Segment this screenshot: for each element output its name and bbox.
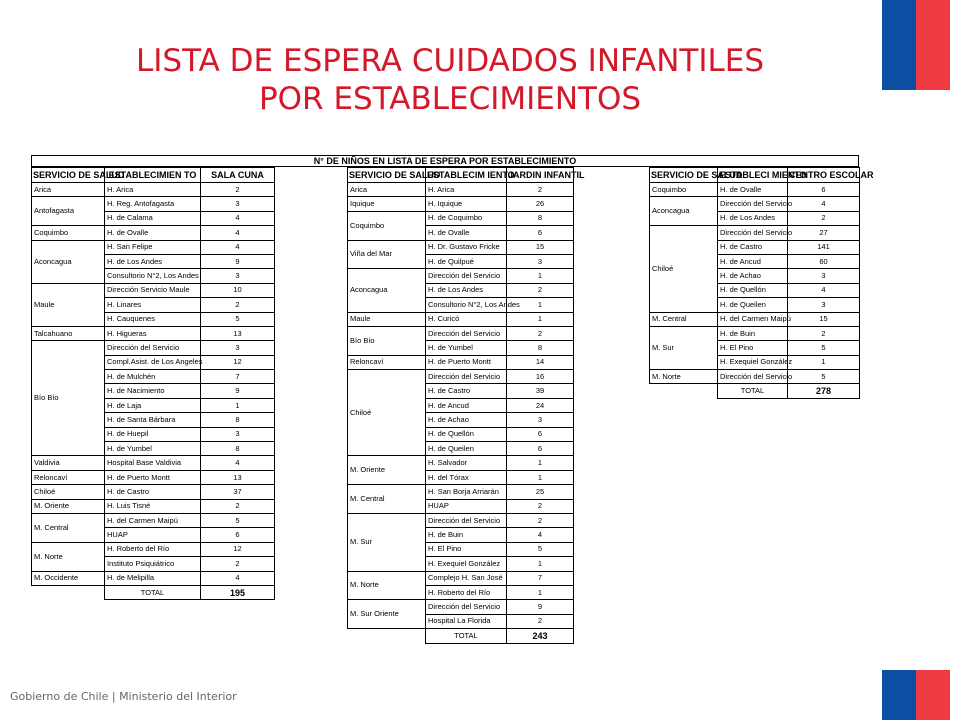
footer-text: Gobierno de Chile | Ministerio del Interior — [10, 690, 237, 703]
service-cell: M. Central — [650, 312, 718, 326]
count-cell: 8 — [507, 341, 574, 355]
count-cell: 8 — [201, 413, 275, 427]
count-cell: 4 — [788, 197, 860, 211]
table-row — [32, 326, 275, 340]
establishment-cell: H. de Laja — [105, 398, 201, 412]
count-cell: 4 — [201, 571, 275, 585]
service-cell: Iquique — [348, 197, 426, 211]
count-cell: 1 — [201, 398, 275, 412]
count-cell: 1 — [507, 470, 574, 484]
service-cell: M. Oriente — [32, 499, 105, 513]
count-cell: 5 — [201, 312, 275, 326]
count-cell: 6 — [507, 427, 574, 441]
table-row — [348, 211, 574, 225]
establishment-cell: H. de Nacimiento — [105, 384, 201, 398]
establishment-cell: H. de Los Andes — [718, 211, 788, 225]
table-row — [348, 312, 574, 326]
table-row — [32, 542, 275, 556]
count-cell: 4 — [201, 211, 275, 225]
establishment-cell: H. de Castro — [426, 384, 507, 398]
count-cell: 2 — [507, 283, 574, 297]
service-cell: Coquimbo — [32, 226, 105, 240]
service-cell: Talcahuano — [32, 326, 105, 340]
count-cell: 13 — [201, 470, 275, 484]
count-cell: 25 — [507, 485, 574, 499]
establishment-cell: H. Exequiel González — [426, 557, 507, 571]
establishment-cell: HUAP — [105, 528, 201, 542]
count-cell: 24 — [507, 398, 574, 412]
table-row — [32, 183, 275, 197]
column-header: CENTRO ESCOLAR — [788, 168, 860, 183]
table-row — [32, 571, 275, 585]
count-cell: 2 — [201, 499, 275, 513]
establishment-cell: H. Dr. Gustavo Fricke — [426, 240, 507, 254]
establishment-cell: H. de Santa Bárbara — [105, 413, 201, 427]
count-cell: 4 — [507, 528, 574, 542]
establishment-cell: H. de Ancud — [426, 398, 507, 412]
count-cell: 10 — [201, 283, 275, 297]
service-cell: M. Sur — [650, 326, 718, 369]
establishment-cell: H. de Quellón — [718, 283, 788, 297]
count-cell: 3 — [201, 427, 275, 441]
establishment-cell: Compl.Asist. de Los Angeles — [105, 355, 201, 369]
service-cell: Aconcagua — [32, 240, 105, 283]
count-cell: 4 — [201, 456, 275, 470]
count-cell: 9 — [201, 384, 275, 398]
table-row — [32, 485, 275, 499]
establishment-cell: H. de Calama — [105, 211, 201, 225]
count-cell: 1 — [507, 298, 574, 312]
service-cell: M. Sur — [348, 513, 426, 571]
establishment-cell: H. Iquique — [426, 197, 507, 211]
establishment-cell: H. de Achao — [718, 269, 788, 283]
establishment-cell: H. de Yumbel — [426, 341, 507, 355]
establishment-cell: H. Exequiel González — [718, 355, 788, 369]
count-cell: 5 — [507, 542, 574, 556]
establishment-cell: H. de Achao — [426, 413, 507, 427]
establishment-cell: H. Arica — [105, 183, 201, 197]
table-row — [32, 499, 275, 513]
service-cell: Maule — [348, 312, 426, 326]
service-cell: Arica — [348, 183, 426, 197]
count-cell: 6 — [507, 442, 574, 456]
table-row — [348, 513, 574, 527]
table-row — [348, 326, 574, 340]
establishment-cell: Dirección Servicio Maule — [105, 283, 201, 297]
establishment-cell: Dirección del Servicio — [426, 269, 507, 283]
establishment-cell: H. de Castro — [718, 240, 788, 254]
count-cell: 2 — [507, 499, 574, 513]
count-cell: 1 — [507, 557, 574, 571]
service-cell: Valdivia — [32, 456, 105, 470]
table-row — [348, 183, 574, 197]
service-cell: M. Central — [348, 485, 426, 514]
count-cell: 14 — [507, 355, 574, 369]
establishment-cell: H. Arica — [426, 183, 507, 197]
establishment-cell: H. Reg. Antofagasta — [105, 197, 201, 211]
service-cell: Reloncaví — [32, 470, 105, 484]
column-header: ESTABLECIMIEN TO — [105, 168, 201, 183]
count-cell: 3 — [201, 269, 275, 283]
establishment-cell: H. de Mulchén — [105, 370, 201, 384]
establishment-cell: H. de Ovalle — [105, 226, 201, 240]
service-cell: Coquimbo — [348, 211, 426, 240]
count-cell: 1 — [507, 312, 574, 326]
count-cell: 4 — [201, 226, 275, 240]
establishment-cell: H. Luis Tisné — [105, 499, 201, 513]
count-cell: 3 — [788, 269, 860, 283]
establishment-cell: H. de Buin — [718, 326, 788, 340]
count-cell: 15 — [788, 312, 860, 326]
establishment-cell: H. de Los Andes — [105, 254, 201, 268]
count-cell: 2 — [201, 183, 275, 197]
total-label: TOTAL — [105, 585, 201, 599]
table-row — [32, 513, 275, 527]
service-cell: Reloncaví — [348, 355, 426, 369]
total-value: 243 — [507, 629, 574, 643]
establishment-cell: Dirección del Servicio — [718, 370, 788, 384]
table-row — [650, 183, 860, 197]
centro-escolar-table — [649, 167, 874, 399]
establishment-cell: H. de Puerto Montt — [426, 355, 507, 369]
establishment-cell: Dirección del Servicio — [718, 197, 788, 211]
establishment-cell: Dirección del Servicio — [426, 326, 507, 340]
establishment-cell: Consultorio N°2, Los Andes — [426, 298, 507, 312]
sheet-header: N° DE NIÑOS EN LISTA DE ESPERA POR ESTABLECIMIENTO — [31, 155, 859, 167]
count-cell: 141 — [788, 240, 860, 254]
count-cell: 2 — [201, 557, 275, 571]
table-row — [348, 197, 574, 211]
count-cell: 2 — [788, 326, 860, 340]
table-row — [32, 283, 275, 297]
count-cell: 3 — [507, 413, 574, 427]
count-cell: 5 — [201, 513, 275, 527]
count-cell: 16 — [507, 370, 574, 384]
establishment-cell: H. de Quilpué — [426, 254, 507, 268]
table-row — [32, 456, 275, 470]
establishment-cell: H. Roberto del Río — [105, 542, 201, 556]
table-row — [650, 226, 860, 240]
service-cell: M. Oriente — [348, 456, 426, 485]
service-cell: M. Norte — [348, 571, 426, 600]
total-label: TOTAL — [426, 629, 507, 643]
establishment-cell: H. Roberto del Río — [426, 585, 507, 599]
count-cell: 60 — [788, 254, 860, 268]
count-cell: 3 — [201, 341, 275, 355]
establishment-cell: H. de Yumbel — [105, 442, 201, 456]
column-header: ESTABLECIM IENTO — [426, 168, 507, 183]
column-header: SERVICIO DE SALUD — [650, 168, 718, 183]
count-cell: 4 — [788, 283, 860, 297]
service-cell: Maule — [32, 283, 105, 326]
establishment-cell: H. del Carmen Maipú — [105, 513, 201, 527]
blank-cell — [650, 384, 718, 398]
service-cell: Bío Bío — [32, 341, 105, 456]
count-cell: 2 — [507, 513, 574, 527]
table-row — [348, 600, 574, 614]
table-row — [32, 197, 275, 211]
table-row — [348, 485, 574, 499]
count-cell: 1 — [507, 456, 574, 470]
service-cell: Antofagasta — [32, 197, 105, 226]
count-cell: 9 — [201, 254, 275, 268]
total-value: 195 — [201, 585, 275, 599]
establishment-cell: H. de Puerto Montt — [105, 470, 201, 484]
chile-flag-logo-top — [882, 0, 950, 90]
establishment-cell: H. de Ovalle — [426, 226, 507, 240]
service-cell: Chiloé — [650, 226, 718, 312]
establishment-cell: H. de Melipilla — [105, 571, 201, 585]
service-cell: Chiloé — [32, 485, 105, 499]
table-row — [348, 370, 574, 384]
table-row — [32, 226, 275, 240]
count-cell: 2 — [507, 614, 574, 628]
column-header: SERVICIO DE SALUD — [348, 168, 426, 183]
establishment-cell: H. de Ancud — [718, 254, 788, 268]
service-cell: M. Norte — [650, 370, 718, 384]
establishment-cell: H. El Pino — [718, 341, 788, 355]
count-cell: 2 — [507, 183, 574, 197]
establishment-cell: Instituto Psiquiátrico — [105, 557, 201, 571]
service-cell: M. Central — [32, 513, 105, 542]
establishment-cell: H. de Quellón — [426, 427, 507, 441]
blank-cell — [32, 585, 105, 599]
table-row — [348, 240, 574, 254]
count-cell: 3 — [201, 197, 275, 211]
jardin-infantil-table — [347, 167, 585, 644]
table-row — [348, 456, 574, 470]
establishment-cell: H. de Huepil — [105, 427, 201, 441]
count-cell: 6 — [201, 528, 275, 542]
establishment-cell: H. El Pino — [426, 542, 507, 556]
count-cell: 3 — [788, 298, 860, 312]
establishment-cell: H. Linares — [105, 298, 201, 312]
establishment-cell: Dirección del Servicio — [105, 341, 201, 355]
count-cell: 12 — [201, 355, 275, 369]
service-cell: Aconcagua — [650, 197, 718, 226]
count-cell: 8 — [201, 442, 275, 456]
establishment-cell: H. de Los Andes — [426, 283, 507, 297]
establishment-cell: Hospital Base Valdivia — [105, 456, 201, 470]
count-cell: 4 — [201, 240, 275, 254]
service-cell: M. Norte — [32, 542, 105, 571]
count-cell: 7 — [507, 571, 574, 585]
count-cell: 2 — [507, 326, 574, 340]
count-cell: 37 — [201, 485, 275, 499]
count-cell: 7 — [201, 370, 275, 384]
count-cell: 26 — [507, 197, 574, 211]
table-row — [32, 240, 275, 254]
establishment-cell: Dirección del Servicio — [718, 226, 788, 240]
service-cell: Viña del Mar — [348, 240, 426, 269]
table-row — [650, 370, 860, 384]
establishment-cell: H. de Queilen — [426, 442, 507, 456]
establishment-cell: H. Higueras — [105, 326, 201, 340]
column-header: SERVICIO DE SALUD — [32, 168, 105, 183]
table-row — [348, 355, 574, 369]
chile-flag-logo-bottom — [882, 670, 950, 720]
count-cell: 1 — [788, 355, 860, 369]
count-cell: 39 — [507, 384, 574, 398]
establishment-cell: H. Curicó — [426, 312, 507, 326]
establishment-cell: H. San Borja Arriarán — [426, 485, 507, 499]
blank-cell — [348, 629, 426, 643]
establishment-cell: HUAP — [426, 499, 507, 513]
establishment-cell: H. del Carmen Maipú — [718, 312, 788, 326]
count-cell: 13 — [201, 326, 275, 340]
establishment-cell: H. Salvador — [426, 456, 507, 470]
establishment-cell: Dirección del Servicio — [426, 370, 507, 384]
title-line-2: POR ESTABLECIMIENTOS — [258, 81, 642, 117]
establishment-cell: H. del Tórax — [426, 470, 507, 484]
total-value: 278 — [788, 384, 860, 398]
table-row — [348, 269, 574, 283]
service-cell: Bío Bío — [348, 326, 426, 355]
total-label: TOTAL — [718, 384, 788, 398]
establishment-cell: Dirección del Servicio — [426, 600, 507, 614]
column-header: SALA CUNA — [201, 168, 275, 183]
count-cell: 2 — [788, 211, 860, 225]
establishment-cell: H. San Felipe — [105, 240, 201, 254]
count-cell: 8 — [507, 211, 574, 225]
establishment-cell: H. de Castro — [105, 485, 201, 499]
count-cell: 2 — [201, 298, 275, 312]
service-cell: M. Occidente — [32, 571, 105, 585]
establishment-cell: Hospital La Florida — [426, 614, 507, 628]
page-title — [0, 42, 900, 118]
establishment-cell: Consultorio N°2, Los Andes — [105, 269, 201, 283]
establishment-cell: H. Cauquenes — [105, 312, 201, 326]
count-cell: 6 — [788, 183, 860, 197]
count-cell: 9 — [507, 600, 574, 614]
count-cell: 15 — [507, 240, 574, 254]
column-header: JARDIN INFANTIL — [507, 168, 574, 183]
column-header: ESTABLECI MIENTO — [718, 168, 788, 183]
table-row — [650, 312, 860, 326]
service-cell: Aconcagua — [348, 269, 426, 312]
count-cell: 1 — [507, 585, 574, 599]
count-cell: 6 — [507, 226, 574, 240]
title-line-1: LISTA DE ESPERA CUIDADOS INFANTILES — [135, 43, 765, 79]
table-row — [650, 326, 860, 340]
establishment-cell: Complejo H. San José — [426, 571, 507, 585]
table-row — [650, 197, 860, 211]
establishment-cell: H. de Buin — [426, 528, 507, 542]
count-cell: 5 — [788, 341, 860, 355]
table-row — [32, 341, 275, 355]
service-cell: Arica — [32, 183, 105, 197]
service-cell: Coquimbo — [650, 183, 718, 197]
count-cell: 27 — [788, 226, 860, 240]
establishment-cell: H. de Ovalle — [718, 183, 788, 197]
establishment-cell: Dirección del Servicio — [426, 513, 507, 527]
service-cell: M. Sur Oriente — [348, 600, 426, 629]
establishment-cell: H. de Coquimbo — [426, 211, 507, 225]
service-cell: Chiloé — [348, 370, 426, 456]
count-cell: 3 — [507, 254, 574, 268]
count-cell: 1 — [507, 269, 574, 283]
table-row — [32, 470, 275, 484]
count-cell: 5 — [788, 370, 860, 384]
count-cell: 12 — [201, 542, 275, 556]
table-row — [348, 571, 574, 585]
establishment-cell: H. de Queilen — [718, 298, 788, 312]
sala-cuna-table — [31, 167, 275, 600]
